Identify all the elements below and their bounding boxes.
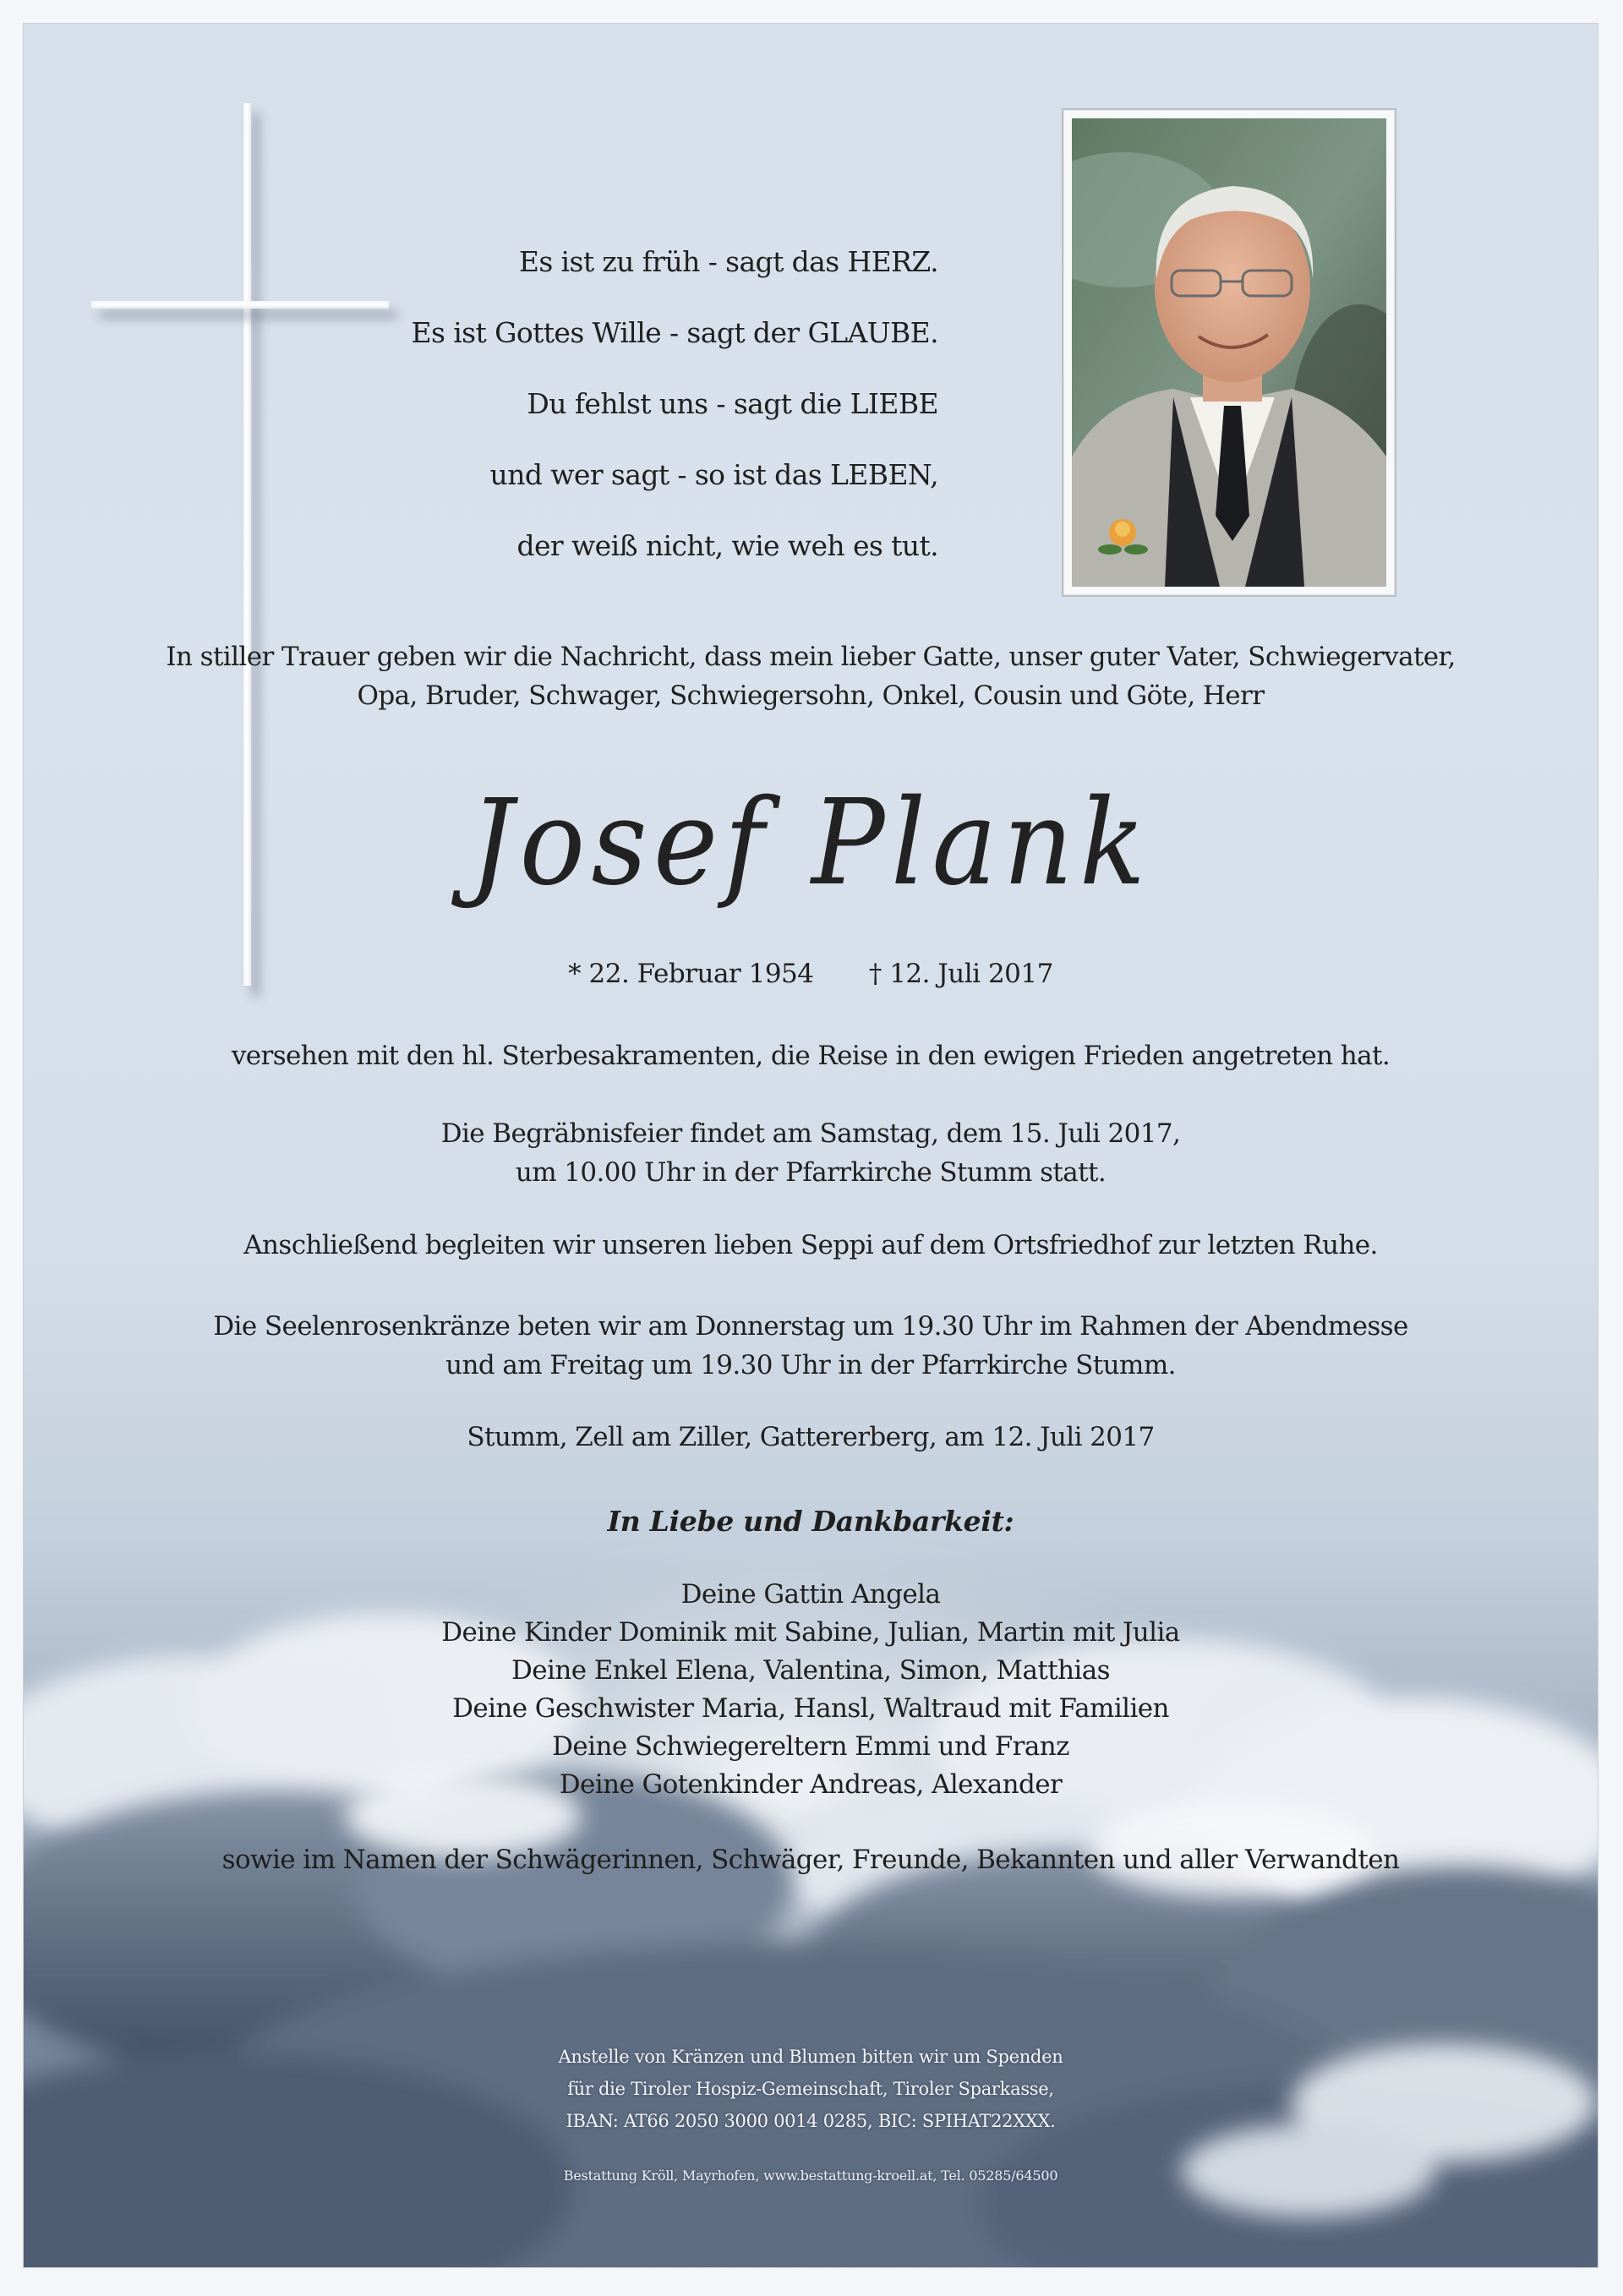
- donation-note: [24, 2041, 1598, 2137]
- donation-line-3: IBAN: AT66 2050 3000 0014 0285, BIC: SPIHAT22XXX.: [566, 2111, 1056, 2131]
- memorial-verse: [296, 227, 938, 582]
- verse-line: Du fehlst uns - sagt die LIEBE: [527, 387, 938, 420]
- family-member: Deine Gotenkinder Andreas, Alexander: [559, 1769, 1063, 1800]
- funeral-line-2: um 10.00 Uhr in der Pfarrkirche Stumm statt.: [515, 1157, 1107, 1188]
- family-member: Deine Kinder Dominik mit Sabine, Julian, Martin mit Julia: [441, 1617, 1180, 1648]
- announcement-intro: [24, 637, 1598, 715]
- burial-text: Anschließend begleiten wir unseren lieben Seppi auf dem Ortsfriedhof zur letzten Ruhe.: [243, 1230, 1378, 1260]
- family-member: Deine Schwiegereltern Emmi und Franz: [552, 1731, 1069, 1762]
- rosary-info: [24, 1307, 1598, 1385]
- rosary-line-1: Die Seelenrosenkränze beten wir am Donnerstag um 19.30 Uhr im Rahmen der Abendmesse: [213, 1311, 1408, 1342]
- verse-line: Es ist zu früh - sagt das HERZ.: [518, 245, 938, 278]
- family-member: Deine Gattin Angela: [680, 1579, 941, 1610]
- verse-line: der weiß nicht, wie weh es tut.: [516, 529, 938, 562]
- sacraments-text: versehen mit den hl. Sterbesakramenten, die Reise in den ewigen Frieden angetreten hat.: [231, 1041, 1391, 1071]
- funeral-info: [24, 1114, 1598, 1192]
- thanks-heading: In Liebe und Dankbarkeit:: [607, 1505, 1014, 1538]
- place-date: Stumm, Zell am Ziller, Gattererberg, am 12. Juli 2017: [467, 1422, 1155, 1452]
- deceased-name: Josef Plank: [469, 774, 1152, 912]
- intro-line-2: Opa, Bruder, Schwager, Schwiegersohn, Onkel, Cousin und Göte, Herr: [357, 681, 1265, 711]
- obituary-card: [24, 24, 1598, 2267]
- life-dates: [24, 959, 1598, 989]
- portrait-photo: [1072, 118, 1386, 587]
- also-on-behalf: sowie im Namen der Schwägerinnen, Schwäger, Freunde, Bekannten und aller Verwandten: [221, 1845, 1400, 1875]
- portrait-frame: [1062, 108, 1396, 597]
- birth-date: * 22. Februar 1954: [568, 959, 814, 989]
- rosary-line-2: und am Freitag um 19.30 Uhr in der Pfarrkirche Stumm.: [445, 1350, 1176, 1380]
- funeral-home-footer: Bestattung Kröll, Mayrhofen, www.bestattung-kroell.at, Tel. 05285/64500: [563, 2168, 1058, 2184]
- family-member: Deine Enkel Elena, Valentina, Simon, Matthias: [511, 1655, 1110, 1686]
- family-member: Deine Geschwister Maria, Hansl, Waltraud mit Familien: [452, 1693, 1169, 1724]
- verse-line: und wer sagt - so ist das LEBEN,: [489, 458, 938, 491]
- death-date: † 12. Juli 2017: [868, 959, 1053, 989]
- donation-line-1: Anstelle von Kränzen und Blumen bitten wir um Spenden: [558, 2047, 1063, 2067]
- funeral-line-1: Die Begräbnisfeier findet am Samstag, dem 15. Juli 2017,: [440, 1118, 1181, 1149]
- family-list: [24, 1576, 1598, 1804]
- donation-line-2: für die Tiroler Hospiz-Gemeinschaft, Tiroler Sparkasse,: [567, 2079, 1054, 2099]
- intro-line-1: In stiller Trauer geben wir die Nachricht, dass mein lieber Gatte, unser guter Vater, Schwiegervater,: [166, 642, 1456, 672]
- verse-line: Es ist Gottes Wille - sagt der GLAUBE.: [411, 316, 938, 349]
